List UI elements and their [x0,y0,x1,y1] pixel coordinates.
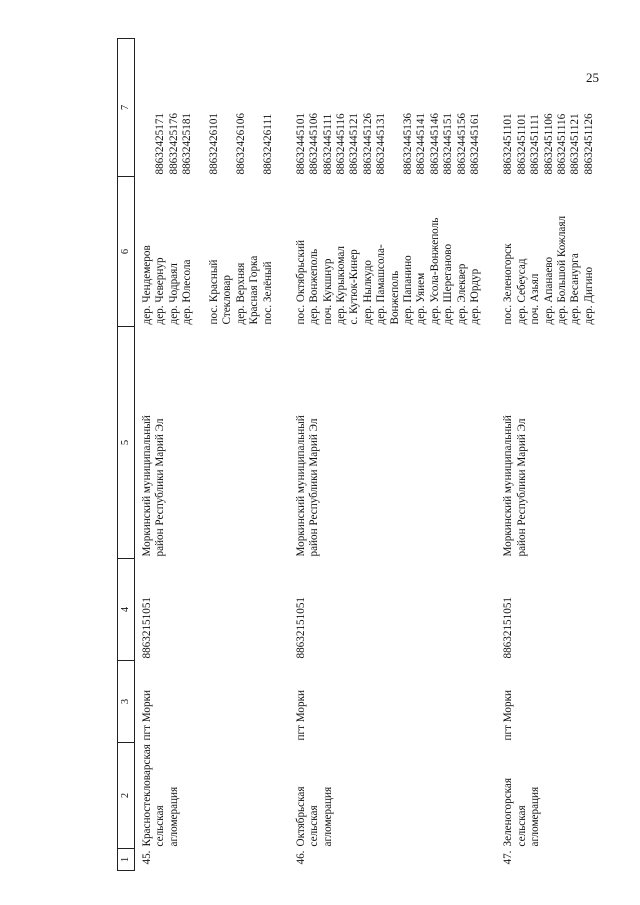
cell-line: дер. Усола-Вонжеполь [428,217,441,325]
cell-line: дер. Папанино [402,255,415,325]
cell-line: дер. Вонжеполь [308,248,321,325]
cell-line [248,41,261,175]
cell-line: дер. Большой Кожлаял [555,215,568,325]
cell-line: район Республики Марий Эл [154,418,167,557]
cell-line: пос. Зелёный [261,261,274,325]
table-row [135,39,289,871]
table-row [289,39,496,871]
cell-line: 88632425171 [154,112,167,175]
cell-line: 88632445106 [308,112,321,175]
cell-line: поч. Кукшнур [321,258,334,325]
cell-line: 88632425176 [167,112,180,175]
cell-line: дер. Элеквер [455,263,468,325]
cell-line [195,179,208,325]
cell-line: Вонжеполь [388,270,401,325]
cell-line: Стекловар [221,275,234,325]
cell-line: поч. Азьял [529,273,542,325]
agglomeration-name [496,743,610,849]
cell-line: пос. Октябрьский [294,240,307,325]
cell-line: 88632451101 [502,113,515,175]
cell-line: 88632445126 [361,112,374,175]
cell-line: пос. Красный [207,259,220,325]
cell-line [221,41,234,175]
agglomeration-table [117,38,610,871]
cell-line: 88632451101 [515,113,528,175]
col-header: 2 [118,743,135,849]
cell-line: сельская [154,805,167,847]
cell-line: 88632451111 [529,114,542,175]
cell-line: 88632425181 [181,112,194,175]
cell-line: сельская [515,805,528,847]
region-name [135,327,289,559]
cell-line: 88632445116 [335,113,348,175]
cell-line: дер. Чевернур [154,257,167,325]
cell-line: 88632451116 [555,113,568,175]
table-row [496,39,610,871]
oktmo-code: 88632151051 [502,596,515,659]
cell-line: 88632426111 [261,113,274,175]
agglomeration-name [135,743,289,849]
settlement-codes [496,39,610,177]
settlement-list [135,177,289,327]
cell-line: Красностекловарская [141,744,153,847]
cell-line: дер. Себеусад [515,258,528,325]
cell-line: 88632451126 [582,113,595,175]
cell-line: дер. Юлесола [181,259,194,325]
region-name [496,327,610,559]
cell-line: 88632451106 [542,113,555,175]
row-number: 46. [294,850,307,865]
col-header: 5 [118,327,135,559]
cell-line: агломерация [529,786,542,847]
cell-line: пос. Зеленогорск [502,243,515,325]
cell-line: Моркинский муниципальный [141,415,153,557]
cell-line: дер. Чендемеров [141,245,153,325]
cell-line: с. Кутюк-Кинер [348,249,361,325]
cell-line: 88632445146 [428,112,441,175]
cell-line: дер. Апанаево [542,256,555,325]
oktmo-code: 88632151051 [294,596,307,659]
cell-line: дер. Чодраял [167,263,180,325]
cell-line: 88632451121 [569,113,582,175]
cell-line: Октябрьская [294,786,307,847]
cell-line: дер. Верхняя [234,262,247,325]
center-name: пгт Морки [502,689,515,741]
col-header: 7 [118,39,135,177]
cell-line: 88632445131 [375,112,388,175]
cell-line: 88632426101 [207,112,220,175]
region-name [289,327,496,559]
center-name: пгт Морки [141,689,153,741]
col-header: 3 [118,661,135,743]
cell-line: район Республики Марий Эл [308,418,321,557]
cell-line: 88632445111 [321,113,334,175]
center-name: пгт Морки [294,689,307,741]
cell-line: дер. Весанурга [569,253,582,325]
cell-line: район Республики Марий Эл [515,418,528,557]
cell-line: 88632445141 [415,112,428,175]
cell-line: 88632445121 [348,112,361,175]
col-header: 4 [118,559,135,661]
row-number: 47. [502,850,515,865]
cell-line: 88632445101 [294,112,307,175]
cell-line: Красная Горка [248,255,261,325]
cell-line [389,41,402,175]
cell-line: 88632445156 [455,112,468,175]
cell-line: 88632445136 [402,112,415,175]
cell-line [195,41,208,175]
cell-line: Зеленогорская [502,777,515,847]
cell-line [141,41,154,175]
rotated-table-page [117,39,595,871]
cell-line: агломерация [321,786,334,847]
cell-line: дер. Дигино [582,266,595,325]
header-row [118,39,135,871]
cell-line: 88632426106 [234,112,247,175]
cell-line: сельская [308,805,321,847]
cell-line: дер. Памашсола- [375,244,388,325]
cell-line: агломерация [167,786,180,847]
settlement-codes [289,39,496,177]
settlement-codes [135,39,289,177]
cell-line: 88632445161 [468,112,481,175]
settlement-list [289,177,496,327]
cell-line: 88632445151 [442,112,455,175]
cell-line: дер. Нылкудо [361,260,374,325]
oktmo-code: 88632151051 [141,596,153,659]
cell-line: Моркинский муниципальный [294,415,307,557]
agglomeration-name [289,743,496,849]
cell-line: дер. Шереганово [442,243,455,325]
page-number: 25 [586,70,599,85]
col-header: 6 [118,177,135,327]
cell-line: Моркинский муниципальный [502,415,515,557]
cell-line: дер. Уяием [415,272,428,325]
cell-line: дер. Юрдур [468,268,481,325]
cell-line: дер. Курыкюмал [335,246,348,325]
settlement-list [496,177,610,327]
row-number: 45. [141,850,153,865]
col-header: 1 [118,849,135,871]
